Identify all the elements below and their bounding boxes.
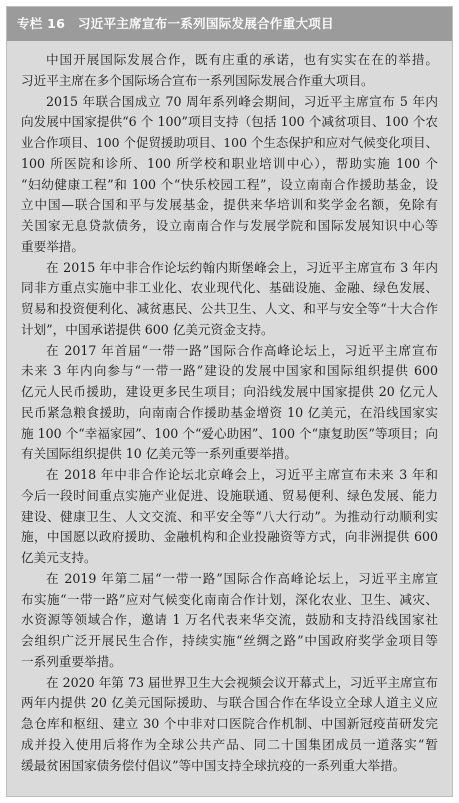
text-line: 建设、健康卫生、人文交流、和平安全等“八大行动”。为推动行动顺利实	[21, 508, 438, 524]
text-line: 在 2018 年中非合作论坛北京峰会上，习近平主席宣布未来 3 年和	[46, 467, 438, 482]
text-line: 在 2019 年第二届“一带一路”国际合作高峰论坛上，习近平主席宣	[46, 570, 438, 586]
column-header	[7, 7, 452, 41]
text-line: 关国家无息贷款债务，设立南南合作与发展学院和国际发展知识中心等	[21, 218, 438, 233]
text-line: 亿元人民币援助，建设更多民生项目；向沿线发展中国家提供 20 亿元人	[21, 384, 438, 399]
text-line: 向发展中国家提供“6 个 100”项目支持（包括 100 个减贫项目、100 个农	[21, 114, 438, 130]
text-line: 缓最贫困国家债务偿付倡议”等中国支持全球抗疫的一系列重大举措。	[21, 757, 406, 773]
text-line: 水资源等领域合作，邀请 1 万名代表来华交流，鼓励和支持沿线国家社	[21, 612, 438, 628]
text-line: 同非方重点实施中非工业化、农业现代化、基础设施、金融、绿色发展、	[21, 280, 438, 296]
text-line: 布实施“一带一路”应对气候变化南南合作计划，深化农业、卫生、减灾、	[21, 591, 438, 607]
text-line: 会组织广泛开展民生合作，持续实施“丝绸之路”中国政府奖学金项目等	[21, 633, 438, 648]
text-line: 一系列重要举措。	[21, 653, 122, 669]
paragraph-2019-belt-road	[21, 569, 438, 673]
column-title: 专栏 16 习近平主席宣布一系列国际发展合作重大项目	[17, 16, 334, 31]
text-line: “妇幼健康工程”和 100 个“快乐校园工程”，设立南南合作援助基金，设	[21, 176, 438, 192]
paragraph-intro	[21, 50, 438, 92]
text-line: 在 2020 年第 73 届世界卫生大会视频会议开幕式上，习近平主席宣布	[46, 674, 438, 690]
paragraph-2017-belt-road	[21, 341, 438, 466]
text-line: 中国开展国际发展合作，既有庄重的承诺，也有实实在在的举措。	[46, 52, 438, 67]
column-body	[7, 41, 452, 784]
paragraph-2015-un-summit	[21, 92, 438, 258]
text-line: 100 所医院和诊所、100 所学校和职业培训中心），帮助实施 100 个	[21, 155, 438, 171]
text-line: 急仓库和枢纽、建立 30 个中非对口医院合作机制、中国新冠疫苗研发完	[21, 716, 438, 731]
text-line: 今后一段时间重点实施产业促进、设施联通、贸易便利、绿色发展、能力	[21, 487, 438, 503]
paragraph-2020-wha	[21, 673, 438, 777]
text-line: 在 2015 年中非合作论坛约翰内斯堡峰会上，习近平主席宣布 3 年内	[46, 259, 438, 275]
text-line: 施，中国愿以政府援助、金融机构和企业投融资等方式，向非洲提供 600	[21, 529, 438, 545]
paragraph-2018-focac	[21, 465, 438, 569]
text-line: 成并投入使用后将作为全球公共产品、同二十国集团成员一道落实“暂	[21, 736, 438, 752]
text-line: 亿美元支持。	[21, 550, 97, 565]
text-line: 业合作项目、100 个促贸援助项目、100 个生态保护和应对气候变化项目、	[21, 135, 438, 150]
paragraph-2015-focac	[21, 258, 438, 341]
text-line: 2015 年联合国成立 70 周年系列峰会期间，习近平主席宣布 5 年内	[46, 93, 438, 109]
text-line: 两年内提供 20 亿美元国际援助、与联合国合作在华设立全球人道主义应	[21, 695, 438, 711]
text-line: 未来 3 年内向参与“一带一路”建设的发展中国家和国际组织提供 600	[21, 363, 438, 379]
text-line: 民币紧急粮食援助，向南南合作援助基金增资 10 亿美元，在沿线国家实	[21, 404, 438, 420]
text-line: 习近平主席在多个国际场合宣布一系列国际发展合作重大项目。	[21, 72, 374, 88]
text-line: 施 100 个“幸福家园”、100 个“爱心助困”、100 个“康复助医”等项目；向	[21, 425, 438, 441]
text-line: 贸易和投资便利化、减贫惠民、公共卫生、人文、和平与安全等“十大合作	[21, 301, 438, 316]
text-line: 立中国—联合国和平与发展基金，提供来华培训和奖学金名额，免除有	[21, 197, 438, 213]
column-box	[6, 6, 453, 797]
text-line: 在 2017 年首届“一带一路”国际合作高峰论坛上，习近平主席宣布	[46, 342, 438, 358]
text-line: 计划”，中国承诺提供 600 亿美元资金支持。	[21, 321, 274, 337]
text-line: 重要举措。	[21, 238, 84, 254]
text-line: 有关国际组织提供 10 亿美元等一系列重要举措。	[21, 446, 297, 462]
